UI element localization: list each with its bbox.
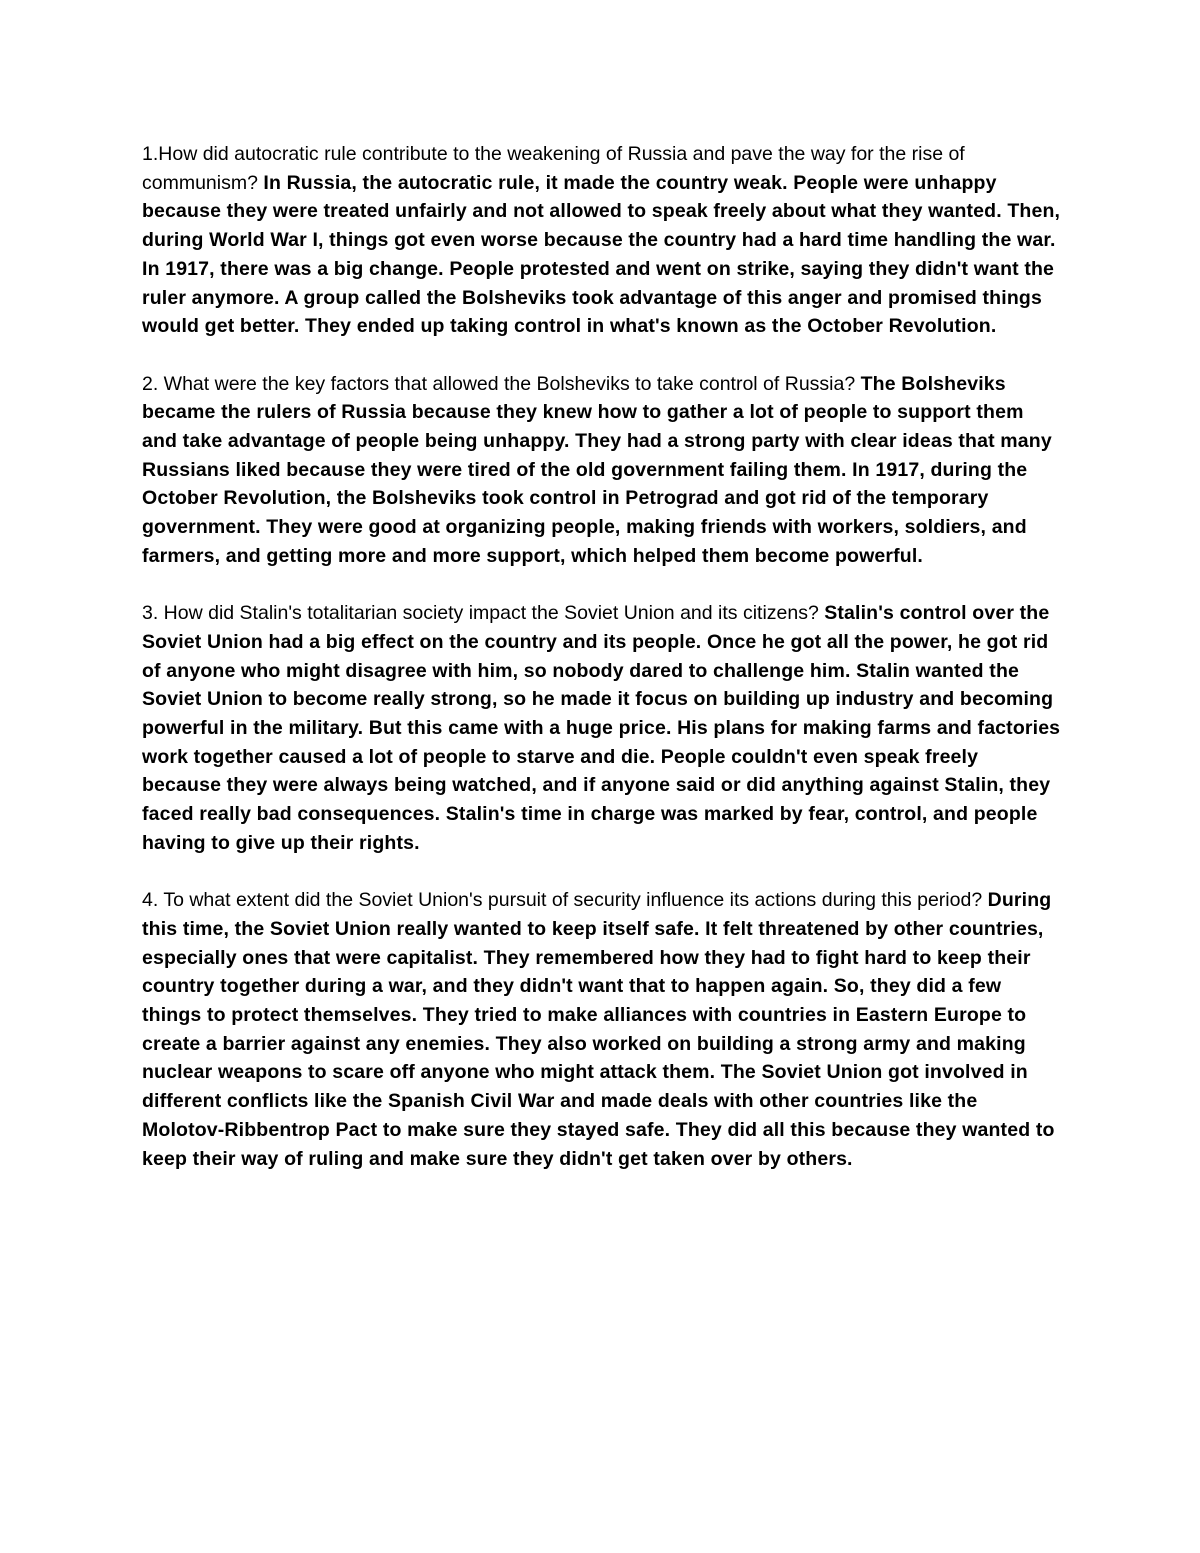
- question-3: 3. How did Stalin's totalitarian society impact the Soviet Union and its citizens?: [142, 602, 819, 625]
- qa-item-2: [142, 370, 1062, 571]
- answer-1: In Russia, the autocratic rule, it made the country weak. People were unhappy because they were treated unfairly and not allowed to speak freely about what they wanted. Then, during World War I, things got even worse because the country had a hard time handling the war. In 1917, there was a big change. People protested and went on strike, saying they didn't want the ruler anymore. A group called the Bolsheviks took advantage of this anger and promised things would get better. They ended up taking control in what's known as the October Revolution.: [142, 171, 1061, 338]
- question-2: 2. What were the key factors that allowed the Bolsheviks to take control of Russia?: [142, 372, 856, 395]
- answer-3: Stalin's control over the Soviet Union had a big effect on the country and its people. Once he got all the power, he got rid of anyone who might disagree with him, so nobody dared to challenge him. Stalin wanted the Soviet Union to become really strong, so he made it focus on building up industry and becoming powerful in the military. But this came with a huge price. His plans for making farms and factories work together caused a lot of people to starve and die. People couldn't even speak freely because they were always being watched, and if anyone said or did anything against Stalin, they faced really bad consequences. Stalin's time in charge was marked by fear, control, and people having to give up their rights.: [142, 602, 1061, 854]
- qa-item-1: [142, 140, 1062, 341]
- question-1: 1.How did autocratic rule contribute to the weakening of Russia and pave the way for the rise of communism?: [142, 143, 965, 194]
- answer-2: The Bolsheviks became the rulers of Russia because they knew how to gather a lot of people to support them and take advantage of people being unhappy. They had a strong party with clear ideas that many Russians liked because they were tired of the old government failing them. In 1917, during the October Revolution, the Bolsheviks took control in Petrograd and got rid of the temporary government. They were good at organizing people, making friends with workers, soldiers, and farmers, and getting more and more support, which helped them become powerful.: [142, 372, 1052, 567]
- qa-item-3: [142, 599, 1062, 857]
- document-body: [142, 140, 1062, 1202]
- answer-4: During this time, the Soviet Union really wanted to keep itself safe. It felt threatened by other countries, especially ones that were capitalist. They remembered how they had to fight hard to keep their country together during a war, and they didn't want that to happen again. So, they did a few things to protect themselves. They tried to make alliances with countries in Eastern Europe to create a barrier against any enemies. They also worked on building a strong army and making nuclear weapons to scare off anyone who might attack them. The Soviet Union got involved in different conflicts like the Spanish Civil War and made deals with other countries like the Molotov-Ribbentrop Pact to make sure they stayed safe. They did all this because they wanted to keep their way of ruling and make sure they didn't get taken over by others.: [142, 889, 1055, 1170]
- qa-item-4: [142, 886, 1062, 1173]
- question-4: 4. To what extent did the Soviet Union's pursuit of security influence its actions during this period?: [142, 889, 983, 912]
